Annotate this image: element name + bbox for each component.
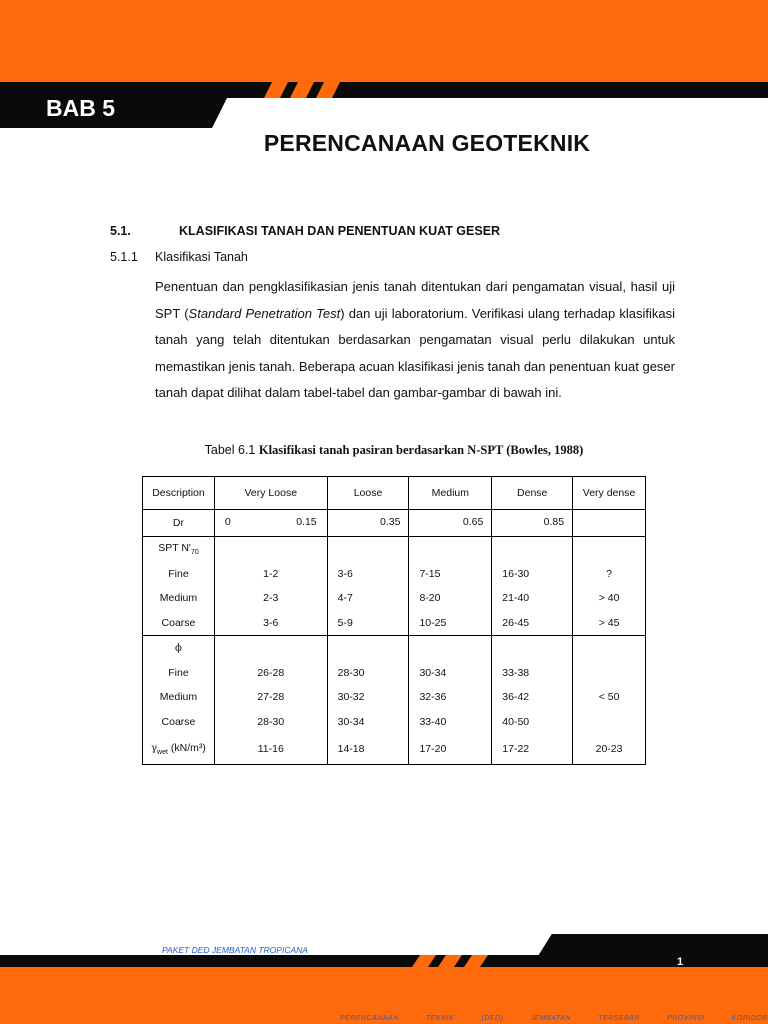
table-cell: 28-30 [214, 710, 327, 735]
row-label: Fine [143, 562, 215, 587]
col-header: Description [143, 477, 215, 510]
table-cell: ? [573, 562, 646, 587]
table-cell: 21-40 [492, 586, 573, 611]
row-label: Medium [143, 685, 215, 710]
chapter-label: BAB 5 [46, 95, 116, 121]
table-cell: 17-20 [409, 734, 492, 764]
footer-word: PROVINSI [667, 1015, 705, 1022]
footer-word: TEKNIK [426, 1015, 455, 1022]
gamma-sub: wet [157, 748, 168, 756]
dr-value: 0.65 [462, 516, 484, 528]
table-cell: 30-32 [327, 685, 409, 710]
subsection-title: Klasifikasi Tanah [155, 250, 248, 264]
table-cell: 3-6 [327, 562, 409, 587]
caption-label: Tabel 6.1 [204, 443, 256, 457]
dr-value: 0.15 [296, 516, 317, 528]
subsection-number: 5.1.1 [110, 250, 138, 264]
col-header: Very Loose [214, 477, 327, 510]
table-cell: 1-2 [214, 562, 327, 587]
dr-value: 0.85 [543, 516, 565, 528]
row-label: Fine [143, 661, 215, 686]
row-label: Coarse [143, 710, 215, 735]
table-cell: < 50 [573, 685, 646, 710]
table-cell: 11-16 [214, 734, 327, 764]
table-cell: 16-30 [492, 562, 573, 587]
table-cell: 4-7 [327, 586, 409, 611]
table-cell: 27-28 [214, 685, 327, 710]
footer-word: PERENCANAAN [340, 1015, 399, 1022]
footer-word: KORIDOR [731, 1015, 768, 1022]
footer-watermark [340, 1015, 768, 1022]
row-label: Coarse [143, 611, 215, 636]
caption-title: Klasifikasi tanah pasiran berdasarkan N-SPT (Bowles, 1988) [258, 443, 584, 457]
table-cell: 20-23 [573, 734, 646, 764]
row-label: Dr [143, 510, 215, 537]
table-cell: 40-50 [492, 710, 573, 735]
col-header: Very dense [573, 477, 646, 510]
table-cell: 26-28 [214, 661, 327, 686]
col-header: Loose [327, 477, 409, 510]
table-cell: 8-20 [409, 586, 492, 611]
spt-label-sub: 70 [190, 549, 199, 557]
table-cell: 30-34 [409, 661, 492, 686]
table-cell: 5-9 [327, 611, 409, 636]
dr-value: 0.35 [380, 516, 401, 528]
row-label: Medium [143, 586, 215, 611]
page-number: 1 [677, 956, 684, 968]
page-title: PERENCANAAN GEOTEKNIK [263, 130, 591, 156]
paragraph-text-2: ) dan uji laboratorium. Verifikasi ulang terhadap klasifikasi tanah yang telah ditentukan berdasarkan pengamatan visual perlu dilakukan untuk memastikan jenis tanah. Beberapa acuan klasifikasi jenis tanah dan penentuan kuat geser tanah dapat dilihat dalam tabel-tabel dan gambar-gambar di bawah ini. [155, 305, 675, 400]
paragraph-italic: Standard Penetration Test [188, 305, 341, 321]
footer-word: TERSEBAR [598, 1015, 640, 1022]
footer-word: JEMBATAN [530, 1015, 571, 1022]
table-cell: 14-18 [327, 734, 409, 764]
paragraph-text-1: Penentuan dan pengklasifikasian jenis tanah ditentukan dari pengamatan visual, hasil uji SPT ( [155, 279, 675, 321]
table-cell: 26-45 [492, 611, 573, 636]
section-title: KLASIFIKASI TANAH DAN PENENTUAN KUAT GESER [179, 224, 501, 238]
table-cell: 28-30 [327, 661, 409, 686]
footer-project-name: PAKET DED JEMBATAN TROPICANA [162, 945, 308, 955]
table-cell: 3-6 [214, 611, 327, 636]
spt-label: SPT N' [158, 542, 191, 555]
table-cell: > 45 [573, 611, 646, 636]
footer-word: (DED) [481, 1015, 504, 1022]
col-header: Dense [492, 477, 573, 510]
dr-value: 0 [224, 516, 231, 528]
table-cell: 36-42 [492, 685, 573, 710]
table-cell: 33-40 [409, 710, 492, 735]
gamma-unit: (kN/m³) [167, 741, 206, 754]
table-cell: 32-36 [409, 685, 492, 710]
table-cell: > 40 [573, 586, 646, 611]
phi-symbol: ϕ [143, 636, 215, 661]
table-cell: 30-34 [327, 710, 409, 735]
table-cell: 7-15 [409, 562, 492, 587]
table-cell: 33-38 [492, 661, 573, 686]
col-header: Medium [409, 477, 492, 510]
table-cell: 10-25 [409, 611, 492, 636]
gamma-symbol: γ [151, 742, 158, 754]
table-cell: 2-3 [214, 586, 327, 611]
section-number: 5.1. [110, 224, 131, 238]
table-cell: 17-22 [492, 734, 573, 764]
